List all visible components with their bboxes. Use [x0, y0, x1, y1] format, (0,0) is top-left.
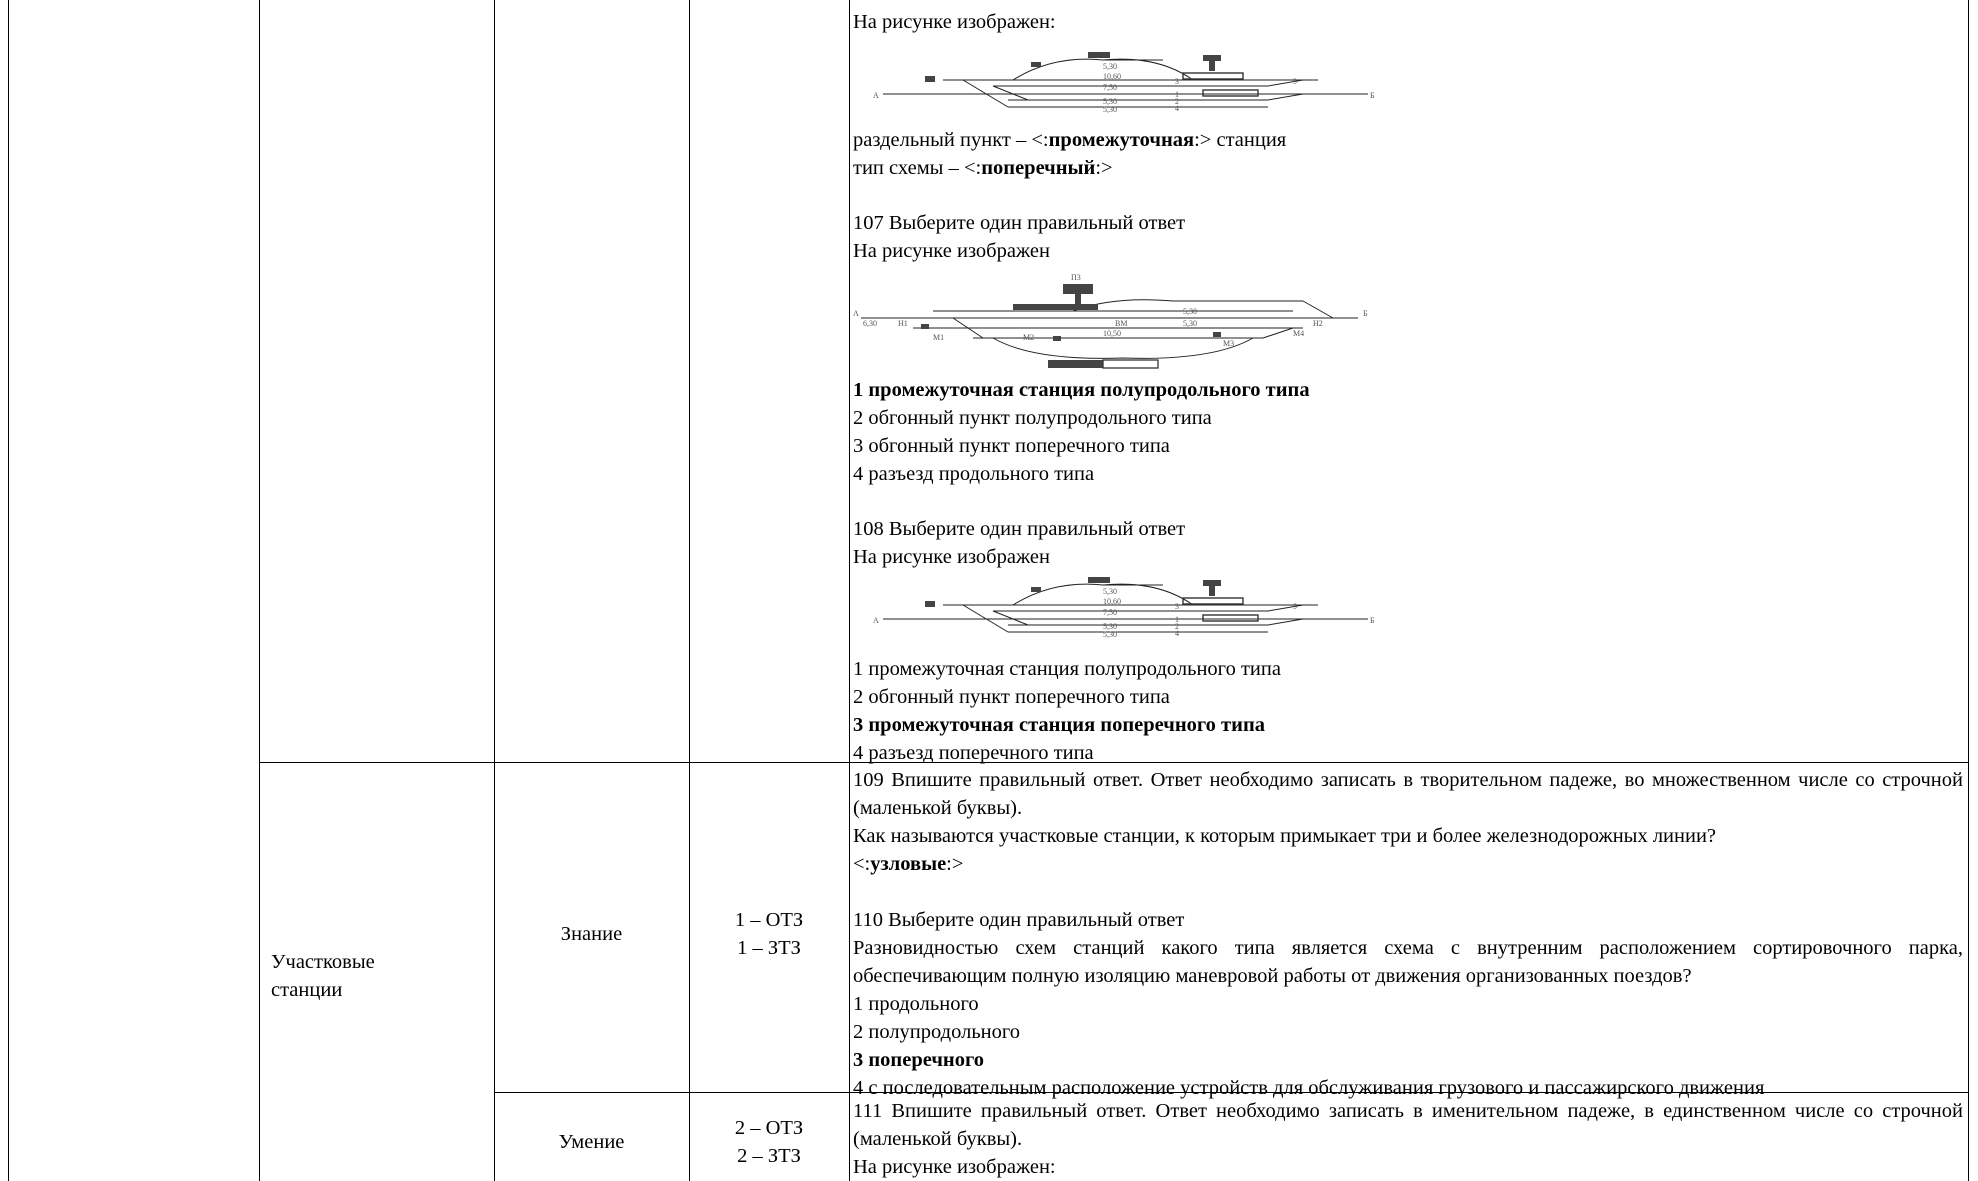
- q108-prompt: На рисунке изображен: [853, 546, 1050, 568]
- q106-line1-suffix: :> станция: [1194, 129, 1287, 151]
- diag-q106-num-2: 2: [1175, 97, 1179, 106]
- diag-q107-len-4: 5,30: [1183, 319, 1197, 328]
- diag-q107-mark-p3: П3: [1071, 273, 1081, 282]
- col-border-4: [849, 0, 850, 1181]
- col-border-2: [494, 0, 495, 1181]
- diag-q106-len-4: 5,30: [1103, 97, 1117, 106]
- q110-option-1: 1 продольного: [853, 993, 979, 1015]
- diag-q107-mark-m4: М4: [1293, 329, 1305, 338]
- q109-answer-prefix: <:: [853, 853, 871, 875]
- diag-q107-mark-n1: Н1: [898, 319, 908, 328]
- diag-q106-len-5: 5,30: [1103, 105, 1117, 114]
- diag-q108-num-2: 2: [1175, 622, 1179, 631]
- col-border-1: [259, 0, 260, 1181]
- col-border-0: [8, 0, 9, 1181]
- diag-q106-num-3: 3: [1175, 77, 1179, 86]
- q108-header: 108 Выберите один правильный ответ: [853, 518, 1186, 540]
- q108-option-4: 4 разъезд поперечного типа: [853, 742, 1094, 764]
- diag-q106-num-4: 4: [1175, 104, 1179, 113]
- count-skill-ztz: 2 – ЗТЗ: [737, 1145, 801, 1167]
- diag-q108-num-9: 9: [1293, 602, 1297, 611]
- q110-prompt: Разновидностью схем станций какого типа является схема с внутренним расположением сортировочного парка, обеспечивающим полную изоляцию маневровой работы от движения организованных поездов?: [853, 937, 1963, 987]
- diag-q108-len-2: 10,60: [1103, 597, 1121, 606]
- diag-q108-len-4: 5,30: [1103, 622, 1117, 631]
- q107-option-2: 2 обгонный пункт полупродольного типа: [853, 407, 1212, 429]
- q106-line1-answer: промежуточная: [1048, 129, 1195, 151]
- q107-option-4: 4 разъезд продольного типа: [853, 463, 1095, 485]
- diag-q107-mark-n2: Н2: [1313, 319, 1323, 328]
- q107-option-3: 3 обгонный пункт поперечного типа: [853, 435, 1170, 457]
- q108-option-1: 1 промежуточная станция полупродольного типа: [853, 658, 1281, 680]
- q106-intro: На рисунке изображен:: [853, 11, 1056, 33]
- col-border-3: [689, 0, 690, 1181]
- station-diagram-q107: [853, 266, 1373, 372]
- q110-option-3: 3 поперечного: [853, 1049, 985, 1071]
- q107-prompt: На рисунке изображен: [853, 240, 1050, 262]
- diag-q108-num-4: 4: [1175, 629, 1179, 638]
- count-knowledge-ztz: 1 – ЗТЗ: [737, 937, 801, 959]
- topic-label: Участковые станции: [271, 951, 375, 1001]
- level-knowledge: Знание: [560, 923, 623, 945]
- q109-prompt: Как называются участковые станции, к которым примыкает три и более железнодорожных линии?: [853, 825, 1717, 847]
- q106-line1-prefix: раздельный пункт – <:: [853, 129, 1049, 151]
- q109-answer: узловые: [870, 853, 947, 875]
- diag-q108-len-5: 5,30: [1103, 630, 1117, 639]
- q111-prompt: На рисунке изображен:: [853, 1156, 1056, 1178]
- diag-q108-num-3: 3: [1175, 602, 1179, 611]
- diag-q106-len-2: 10,60: [1103, 72, 1121, 81]
- diag-q106-label-b: Б: [1370, 91, 1375, 100]
- diag-q107-label-b: Б: [1363, 309, 1368, 318]
- station-diagram-q108: [873, 575, 1378, 645]
- diag-q106-label-a: А: [873, 91, 879, 100]
- diag-q107-mark-m3: М3: [1223, 339, 1235, 348]
- q108-option-3: 3 промежуточная станция поперечного типа: [853, 714, 1266, 736]
- q109-instruction: 109 Впишите правильный ответ. Ответ необходимо записать в творительном падеже, во множественном числе со строчной (маленькой буквы).: [853, 769, 1963, 819]
- diag-q107-label-a: А: [853, 309, 859, 318]
- diag-q108-len-3: 7,50: [1103, 608, 1117, 617]
- level-skill: Умение: [558, 1131, 625, 1153]
- q106-line1: [853, 126, 1286, 154]
- diag-q107-mark-m2: М2: [1023, 333, 1035, 342]
- q111-instruction: 111 Впишите правильный ответ. Ответ необходимо записать в именительном падеже, в единственном числе со строчной (маленькой буквы).: [853, 1100, 1963, 1150]
- diag-q107-len-2: 10,50: [1103, 329, 1121, 338]
- col-border-5: [1968, 0, 1969, 1181]
- q110-header: 110 Выберите один правильный ответ: [853, 909, 1185, 931]
- diag-q107-mark-vm: ВМ: [1115, 319, 1128, 328]
- diag-q108-num-1: 1: [1175, 615, 1179, 624]
- q110-option-4: 4 с последовательным расположение устройств для обслуживания грузового и пассажирского движения: [853, 1077, 1765, 1099]
- q106-line2-prefix: тип схемы – <:: [853, 157, 982, 179]
- diag-q108-label-b: Б: [1370, 616, 1375, 625]
- q106-line2-suffix: :>: [1095, 157, 1113, 179]
- diag-q106-num-9: 9: [1293, 77, 1297, 86]
- q107-header: 107 Выберите один правильный ответ: [853, 212, 1186, 234]
- count-knowledge-otz: 1 – ОТЗ: [734, 909, 804, 931]
- count-skill-otz: 2 – ОТЗ: [734, 1117, 804, 1139]
- q106-line2: [853, 154, 1113, 182]
- row-border-1: [259, 762, 1969, 763]
- q109-answer-suffix: :>: [946, 853, 964, 875]
- station-diagram-q106: [873, 50, 1378, 120]
- diag-q107-len-3: 5,30: [1183, 307, 1197, 316]
- q110-option-2: 2 полупродольного: [853, 1021, 1021, 1043]
- q108-option-2: 2 обгонный пункт поперечного типа: [853, 686, 1170, 708]
- diag-q106-num-1: 1: [1175, 90, 1179, 99]
- diag-q108-len-1: 5,30: [1103, 587, 1117, 596]
- diag-q107-mark-m1: М1: [933, 333, 945, 342]
- q107-option-1: 1 промежуточная станция полупродольного типа: [853, 379, 1310, 401]
- diag-q106-len-1: 5,30: [1103, 62, 1117, 71]
- diag-q106-len-3: 7,50: [1103, 83, 1117, 92]
- q109-answer-line: [853, 850, 963, 878]
- diag-q108-label-a: А: [873, 616, 879, 625]
- diag-q107-len-1: 6,30: [863, 319, 877, 328]
- q106-line2-answer: поперечный: [981, 157, 1096, 179]
